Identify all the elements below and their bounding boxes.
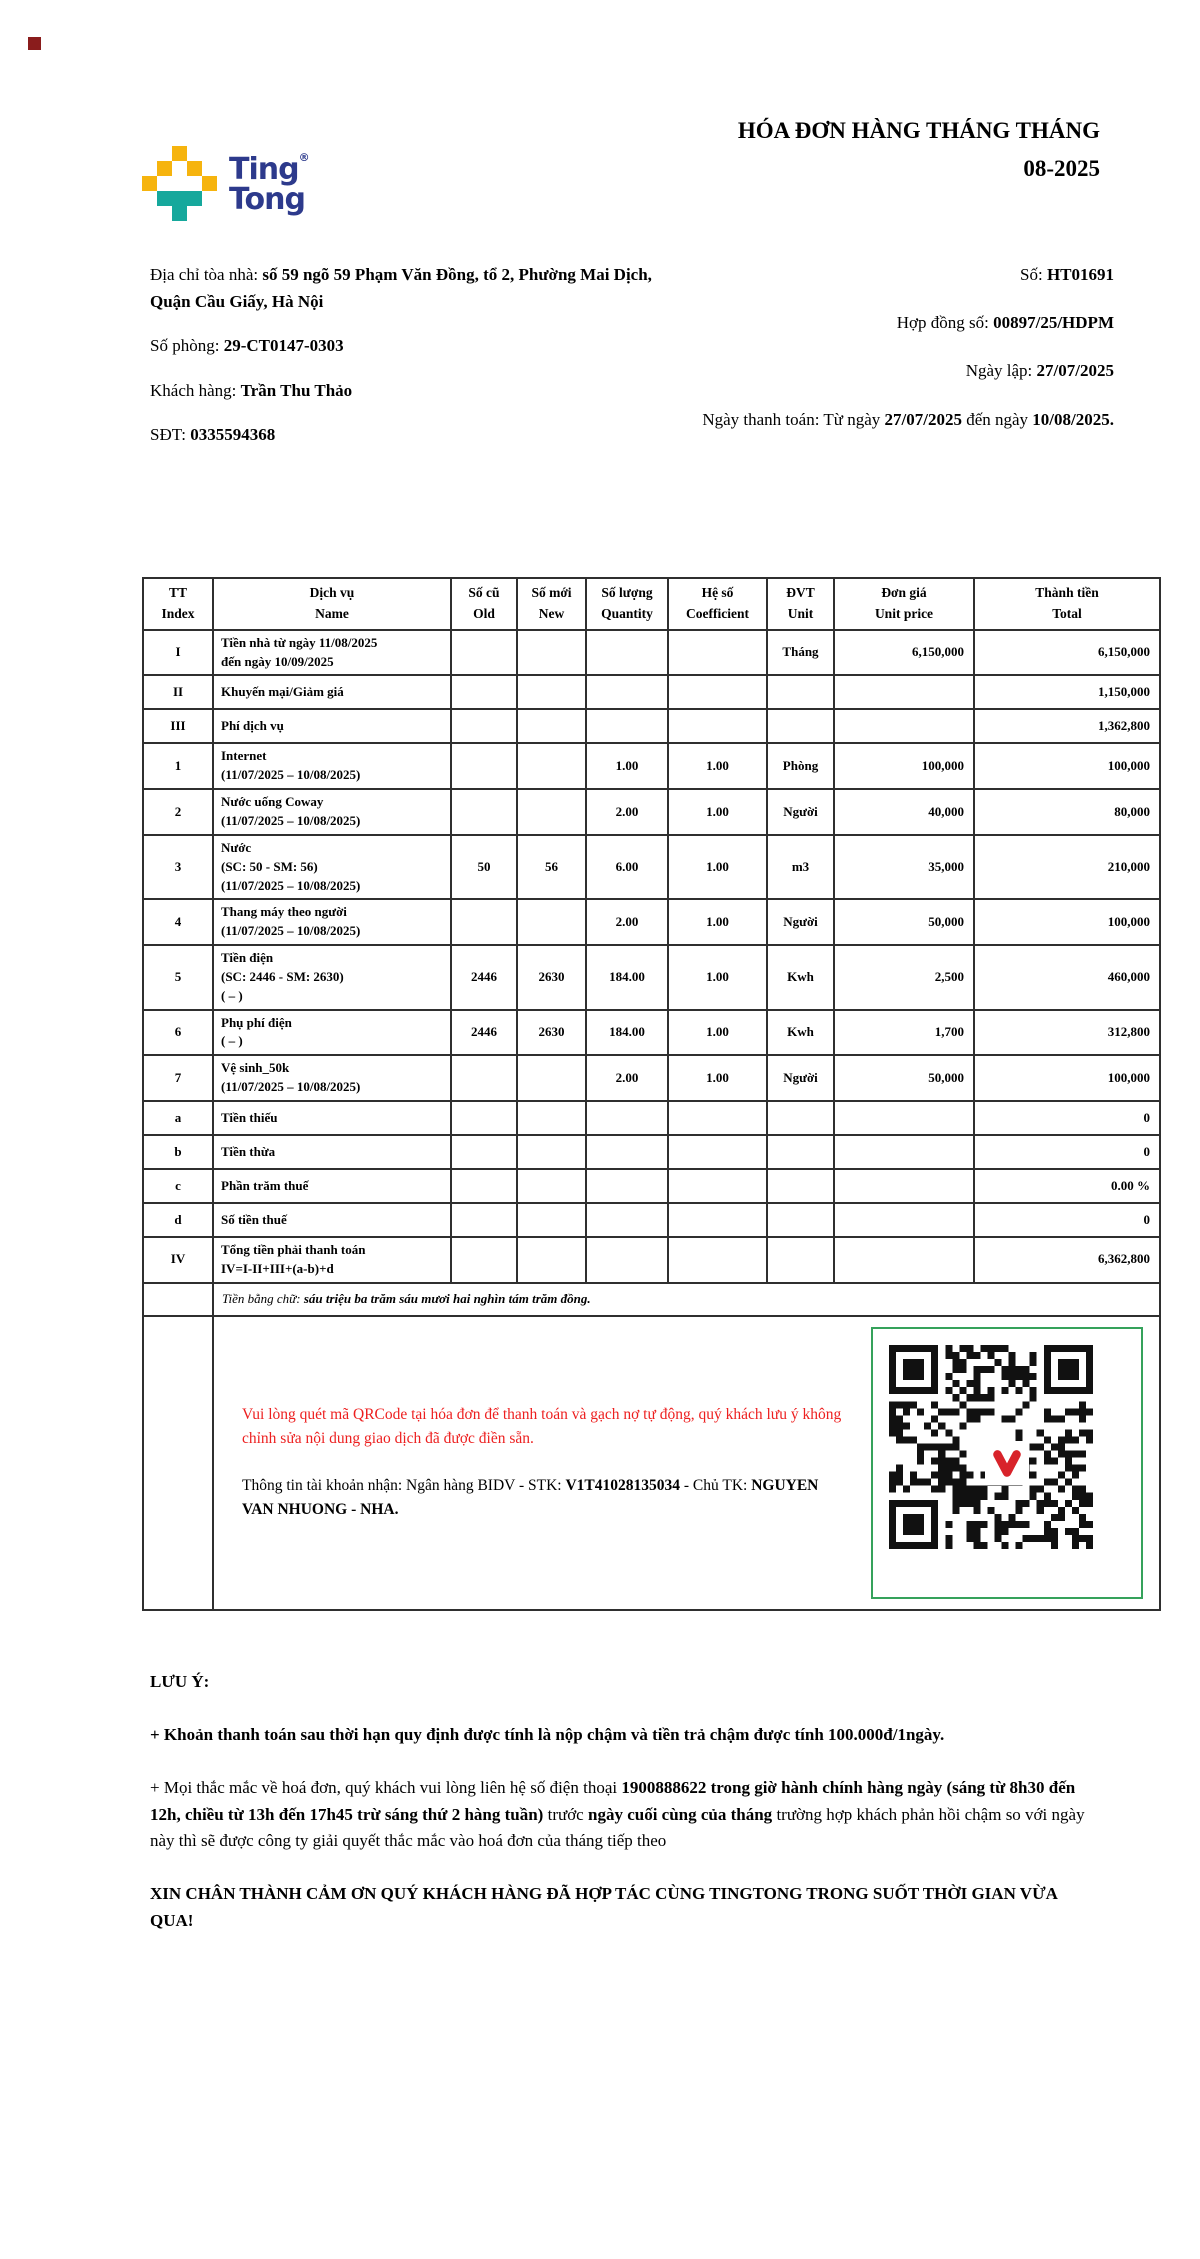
cell-unit	[767, 1101, 834, 1135]
column-header: Số cũ Old	[451, 578, 517, 630]
cell-index: c	[143, 1169, 213, 1203]
cell-index: 1	[143, 743, 213, 789]
cell-old	[451, 675, 517, 709]
cell-total: 100,000	[974, 899, 1160, 945]
tingtong-logo	[142, 146, 310, 221]
payment-instructions	[224, 1403, 842, 1521]
tingtong-logo-icon	[142, 146, 217, 221]
cell-service-name: Tiền điện (SC: 2446 - SM: 2630) ( – )	[213, 945, 451, 1010]
cell-coefficient	[668, 709, 767, 743]
amount-in-words-row	[143, 1283, 1160, 1316]
table-row	[143, 899, 1160, 945]
cell-coefficient: 1.00	[668, 1010, 767, 1056]
cell-new	[517, 675, 586, 709]
table-row	[143, 709, 1160, 743]
cell-total: 80,000	[974, 789, 1160, 835]
cell-index: 4	[143, 899, 213, 945]
cell-new	[517, 1055, 586, 1101]
amount-in-words: Tiền bằng chữ: sáu triệu ba trăm sáu mươi hai nghìn tám trăm đồng.	[213, 1283, 1160, 1316]
cell-coefficient: 1.00	[668, 835, 767, 900]
qr-center-v-icon	[985, 1441, 1029, 1485]
cell-index: III	[143, 709, 213, 743]
cell-quantity	[586, 1101, 668, 1135]
cell-quantity: 184.00	[586, 945, 668, 1010]
cell-quantity	[586, 1135, 668, 1169]
column-header: Số lượng Quantity	[586, 578, 668, 630]
customer-phone: SĐT: 0335594368	[150, 424, 276, 444]
cell-service-name: Nước uống Coway (11/07/2025 – 10/08/2025)	[213, 789, 451, 835]
cell-unit-price: 50,000	[834, 899, 974, 945]
corner-marker-icon	[28, 37, 41, 50]
cell-service-name: Tiền thừa	[213, 1135, 451, 1169]
cell-index: 2	[143, 789, 213, 835]
cell-index	[143, 1283, 213, 1316]
invoice-number: Số: HT01691	[1020, 265, 1114, 284]
registered-mark: ®	[298, 151, 310, 164]
qr-instruction-note: Vui lòng quét mã QRCode tại hóa đơn để thanh toán và gạch nợ tự động, quý khách lưu ý không chỉnh sửa nội dung giao dịch đã được điền sẵn.	[242, 1406, 842, 1448]
cell-service-name: Vệ sinh_50k (11/07/2025 – 10/08/2025)	[213, 1055, 451, 1101]
cell-service-name: Nước (SC: 50 - SM: 56) (11/07/2025 – 10/08/2025)	[213, 835, 451, 900]
cell-service-name: Khuyến mại/Giảm giá	[213, 675, 451, 709]
cell-old	[451, 789, 517, 835]
cell-quantity	[586, 675, 668, 709]
table-row	[143, 1237, 1160, 1283]
cell-unit	[767, 1237, 834, 1283]
cell-total: 0	[974, 1135, 1160, 1169]
table-row	[143, 743, 1160, 789]
notes-heading: LƯU Ý:	[150, 1671, 210, 1691]
cell-old	[451, 709, 517, 743]
document-header	[0, 0, 1200, 221]
cell-service-name: Tiền nhà từ ngày 11/08/2025 đến ngày 10/09/2025	[213, 630, 451, 676]
cell-unit-price: 2,500	[834, 945, 974, 1010]
cell-new	[517, 1237, 586, 1283]
cell-unit	[767, 1169, 834, 1203]
cell-unit-price	[834, 1169, 974, 1203]
cell-unit-price: 40,000	[834, 789, 974, 835]
cell-total: 210,000	[974, 835, 1160, 900]
table-header-row	[143, 578, 1160, 630]
table-row	[143, 835, 1160, 900]
cell-new: 2630	[517, 1010, 586, 1056]
cell-total: 6,150,000	[974, 630, 1160, 676]
cell-total: 100,000	[974, 1055, 1160, 1101]
cell-quantity: 2.00	[586, 789, 668, 835]
cell-coefficient	[668, 630, 767, 676]
cell-total: 460,000	[974, 945, 1160, 1010]
cell-new	[517, 630, 586, 676]
cell-new	[517, 1135, 586, 1169]
cell-total: 312,800	[974, 1010, 1160, 1056]
cell-quantity: 1.00	[586, 743, 668, 789]
cell-unit	[767, 675, 834, 709]
cell-new	[517, 743, 586, 789]
cell-new	[517, 1203, 586, 1237]
cell-unit: Người	[767, 1055, 834, 1101]
cell-quantity	[586, 1203, 668, 1237]
invoice-info	[0, 221, 1200, 465]
cell-total: 0	[974, 1203, 1160, 1237]
customer-name: Khách hàng: Trần Thu Thảo	[150, 380, 353, 400]
cell-unit: Người	[767, 789, 834, 835]
cell-quantity	[586, 630, 668, 676]
table-row	[143, 1169, 1160, 1203]
cell-index: 6	[143, 1010, 213, 1056]
payment-instructions-cell	[213, 1316, 1160, 1610]
cell-old: 50	[451, 835, 517, 900]
bank-account-info: Thông tin tài khoản nhận: Ngân hàng BIDV - STK: V1T41028135034 - Chủ TK: NGUYEN VAN NHUONG - NHA.	[242, 1476, 819, 1518]
cell-unit	[767, 709, 834, 743]
cell-service-name: Internet (11/07/2025 – 10/08/2025)	[213, 743, 451, 789]
cell-new	[517, 1101, 586, 1135]
cell-unit: Người	[767, 899, 834, 945]
cell-coefficient	[668, 1203, 767, 1237]
cell-old	[451, 899, 517, 945]
cell-total: 6,362,800	[974, 1237, 1160, 1283]
cell-unit-price: 35,000	[834, 835, 974, 900]
payment-period: Ngày thanh toán: Từ ngày 27/07/2025 đến ngày 10/08/2025.	[702, 409, 1114, 429]
cell-index: I	[143, 630, 213, 676]
page-title: HÓA ĐƠN HÀNG THÁNG THÁNG 08-2025	[737, 118, 1100, 181]
cell-new	[517, 899, 586, 945]
cell-old	[451, 743, 517, 789]
qr-row	[143, 1316, 1160, 1610]
column-header: Đơn giá Unit price	[834, 578, 974, 630]
cell-coefficient	[668, 1135, 767, 1169]
cell-unit: Phòng	[767, 743, 834, 789]
cell-coefficient	[668, 1237, 767, 1283]
cell-index: a	[143, 1101, 213, 1135]
table-row	[143, 675, 1160, 709]
cell-coefficient: 1.00	[668, 789, 767, 835]
cell-quantity	[586, 1237, 668, 1283]
cell-index: II	[143, 675, 213, 709]
cell-service-name: Thang máy theo người (11/07/2025 – 10/08/2025)	[213, 899, 451, 945]
cell-unit-price: 100,000	[834, 743, 974, 789]
cell-service-name: Số tiền thuế	[213, 1203, 451, 1237]
building-address: Địa chỉ tòa nhà: số 59 ngõ 59 Phạm Văn Đồng, tổ 2, Phường Mai Dịch, Quận Cầu Giấy, Hà Nội	[150, 265, 652, 312]
cell-total: 0.00 %	[974, 1169, 1160, 1203]
cell-unit-price	[834, 1135, 974, 1169]
cell-old: 2446	[451, 945, 517, 1010]
cell-unit-price: 1,700	[834, 1010, 974, 1056]
cell-new: 2630	[517, 945, 586, 1010]
cell-coefficient	[668, 1169, 767, 1203]
cell-unit-price	[834, 1203, 974, 1237]
cell-unit-price	[834, 675, 974, 709]
cell-old	[451, 1203, 517, 1237]
cell-index: 3	[143, 835, 213, 900]
cell-quantity: 184.00	[586, 1010, 668, 1056]
cell-old: 2446	[451, 1010, 517, 1056]
cell-new	[517, 789, 586, 835]
cell-unit-price	[834, 709, 974, 743]
cell-index: d	[143, 1203, 213, 1237]
room-number: Số phòng: 29-CT0147-0303	[150, 336, 344, 356]
payment-qr-code	[871, 1327, 1143, 1599]
column-header: TT Index	[143, 578, 213, 630]
cell-unit: Kwh	[767, 945, 834, 1010]
cell-old	[451, 1055, 517, 1101]
invoice-meta	[674, 261, 1114, 465]
cell-quantity: 2.00	[586, 1055, 668, 1101]
cell-unit	[767, 1203, 834, 1237]
cell-total: 1,150,000	[974, 675, 1160, 709]
cell-unit-price	[834, 1101, 974, 1135]
cell-service-name: Tiền thiếu	[213, 1101, 451, 1135]
table-row	[143, 1010, 1160, 1056]
late-payment-note: + Khoản thanh toán sau thời hạn quy định được tính là nộp chậm và tiền trả chậm được tính 100.000đ/1ngày.	[150, 1724, 945, 1744]
cell-index: IV	[143, 1237, 213, 1283]
table-row	[143, 630, 1160, 676]
cell-unit: Kwh	[767, 1010, 834, 1056]
table-row	[143, 1135, 1160, 1169]
cell-service-name: Tổng tiền phải thanh toán IV=I-II+III+(a-b)+d	[213, 1237, 451, 1283]
cell-index	[143, 1316, 213, 1610]
footer-notes	[0, 1611, 1200, 1934]
cell-old	[451, 1169, 517, 1203]
cell-quantity: 2.00	[586, 899, 668, 945]
charges-table	[142, 577, 1161, 1611]
cell-quantity	[586, 709, 668, 743]
table-row	[143, 1203, 1160, 1237]
cell-unit: Tháng	[767, 630, 834, 676]
cell-new	[517, 1169, 586, 1203]
cell-total: 100,000	[974, 743, 1160, 789]
table-row	[143, 945, 1160, 1010]
column-header: Dịch vụ Name	[213, 578, 451, 630]
cell-service-name: Phí dịch vụ	[213, 709, 451, 743]
cell-new: 56	[517, 835, 586, 900]
cell-index: 5	[143, 945, 213, 1010]
column-header: Số mới New	[517, 578, 586, 630]
cell-quantity	[586, 1169, 668, 1203]
table-row	[143, 1055, 1160, 1101]
cell-coefficient	[668, 675, 767, 709]
tingtong-logo-text: Ting® Tong	[229, 151, 310, 217]
table-row	[143, 789, 1160, 835]
cell-unit	[767, 1135, 834, 1169]
cell-coefficient: 1.00	[668, 945, 767, 1010]
cell-coefficient: 1.00	[668, 743, 767, 789]
hotline-note: + Mọi thắc mắc về hoá đơn, quý khách vui lòng liên hệ số điện thoại 1900888622 trong giờ hành chính hàng ngày (sáng từ 8h30 đến 12h, chiều từ 13h đến 17h45 trừ sáng thứ 2 hàng tuần) trước ngày cuối cùng của tháng trường hợp khách phản hồi chậm so với ngày này thì sẽ được công ty giải quyết thắc mắc vào hoá đơn của tháng tiếp theo	[150, 1778, 1085, 1850]
customer-info	[150, 261, 665, 465]
cell-service-name: Phụ phí điện ( – )	[213, 1010, 451, 1056]
cell-unit-price: 6,150,000	[834, 630, 974, 676]
cell-service-name: Phần trăm thuế	[213, 1169, 451, 1203]
cell-old	[451, 1101, 517, 1135]
cell-total: 0	[974, 1101, 1160, 1135]
column-header: Thành tiền Total	[974, 578, 1160, 630]
column-header: Hệ số Coefficient	[668, 578, 767, 630]
cell-total: 1,362,800	[974, 709, 1160, 743]
cell-coefficient: 1.00	[668, 1055, 767, 1101]
cell-index: b	[143, 1135, 213, 1169]
contract-number: Hợp đồng số: 00897/25/HDPM	[896, 313, 1114, 333]
cell-unit-price: 50,000	[834, 1055, 974, 1101]
cell-unit: m3	[767, 835, 834, 900]
cell-coefficient: 1.00	[668, 899, 767, 945]
cell-new	[517, 709, 586, 743]
cell-old	[451, 1135, 517, 1169]
cell-old	[451, 630, 517, 676]
cell-coefficient	[668, 1101, 767, 1135]
cell-old	[451, 1237, 517, 1283]
thank-you-message: XIN CHÂN THÀNH CẢM ƠN QUÝ KHÁCH HÀNG ĐÃ HỢP TÁC CÙNG TINGTONG TRONG SUỐT THỜI GIAN VỪA QUA!	[150, 1884, 1057, 1930]
cell-index: 7	[143, 1055, 213, 1101]
issue-date: Ngày lập: 27/07/2025	[965, 361, 1114, 381]
table-row	[143, 1101, 1160, 1135]
cell-quantity: 6.00	[586, 835, 668, 900]
cell-unit-price	[834, 1237, 974, 1283]
column-header: ĐVT Unit	[767, 578, 834, 630]
